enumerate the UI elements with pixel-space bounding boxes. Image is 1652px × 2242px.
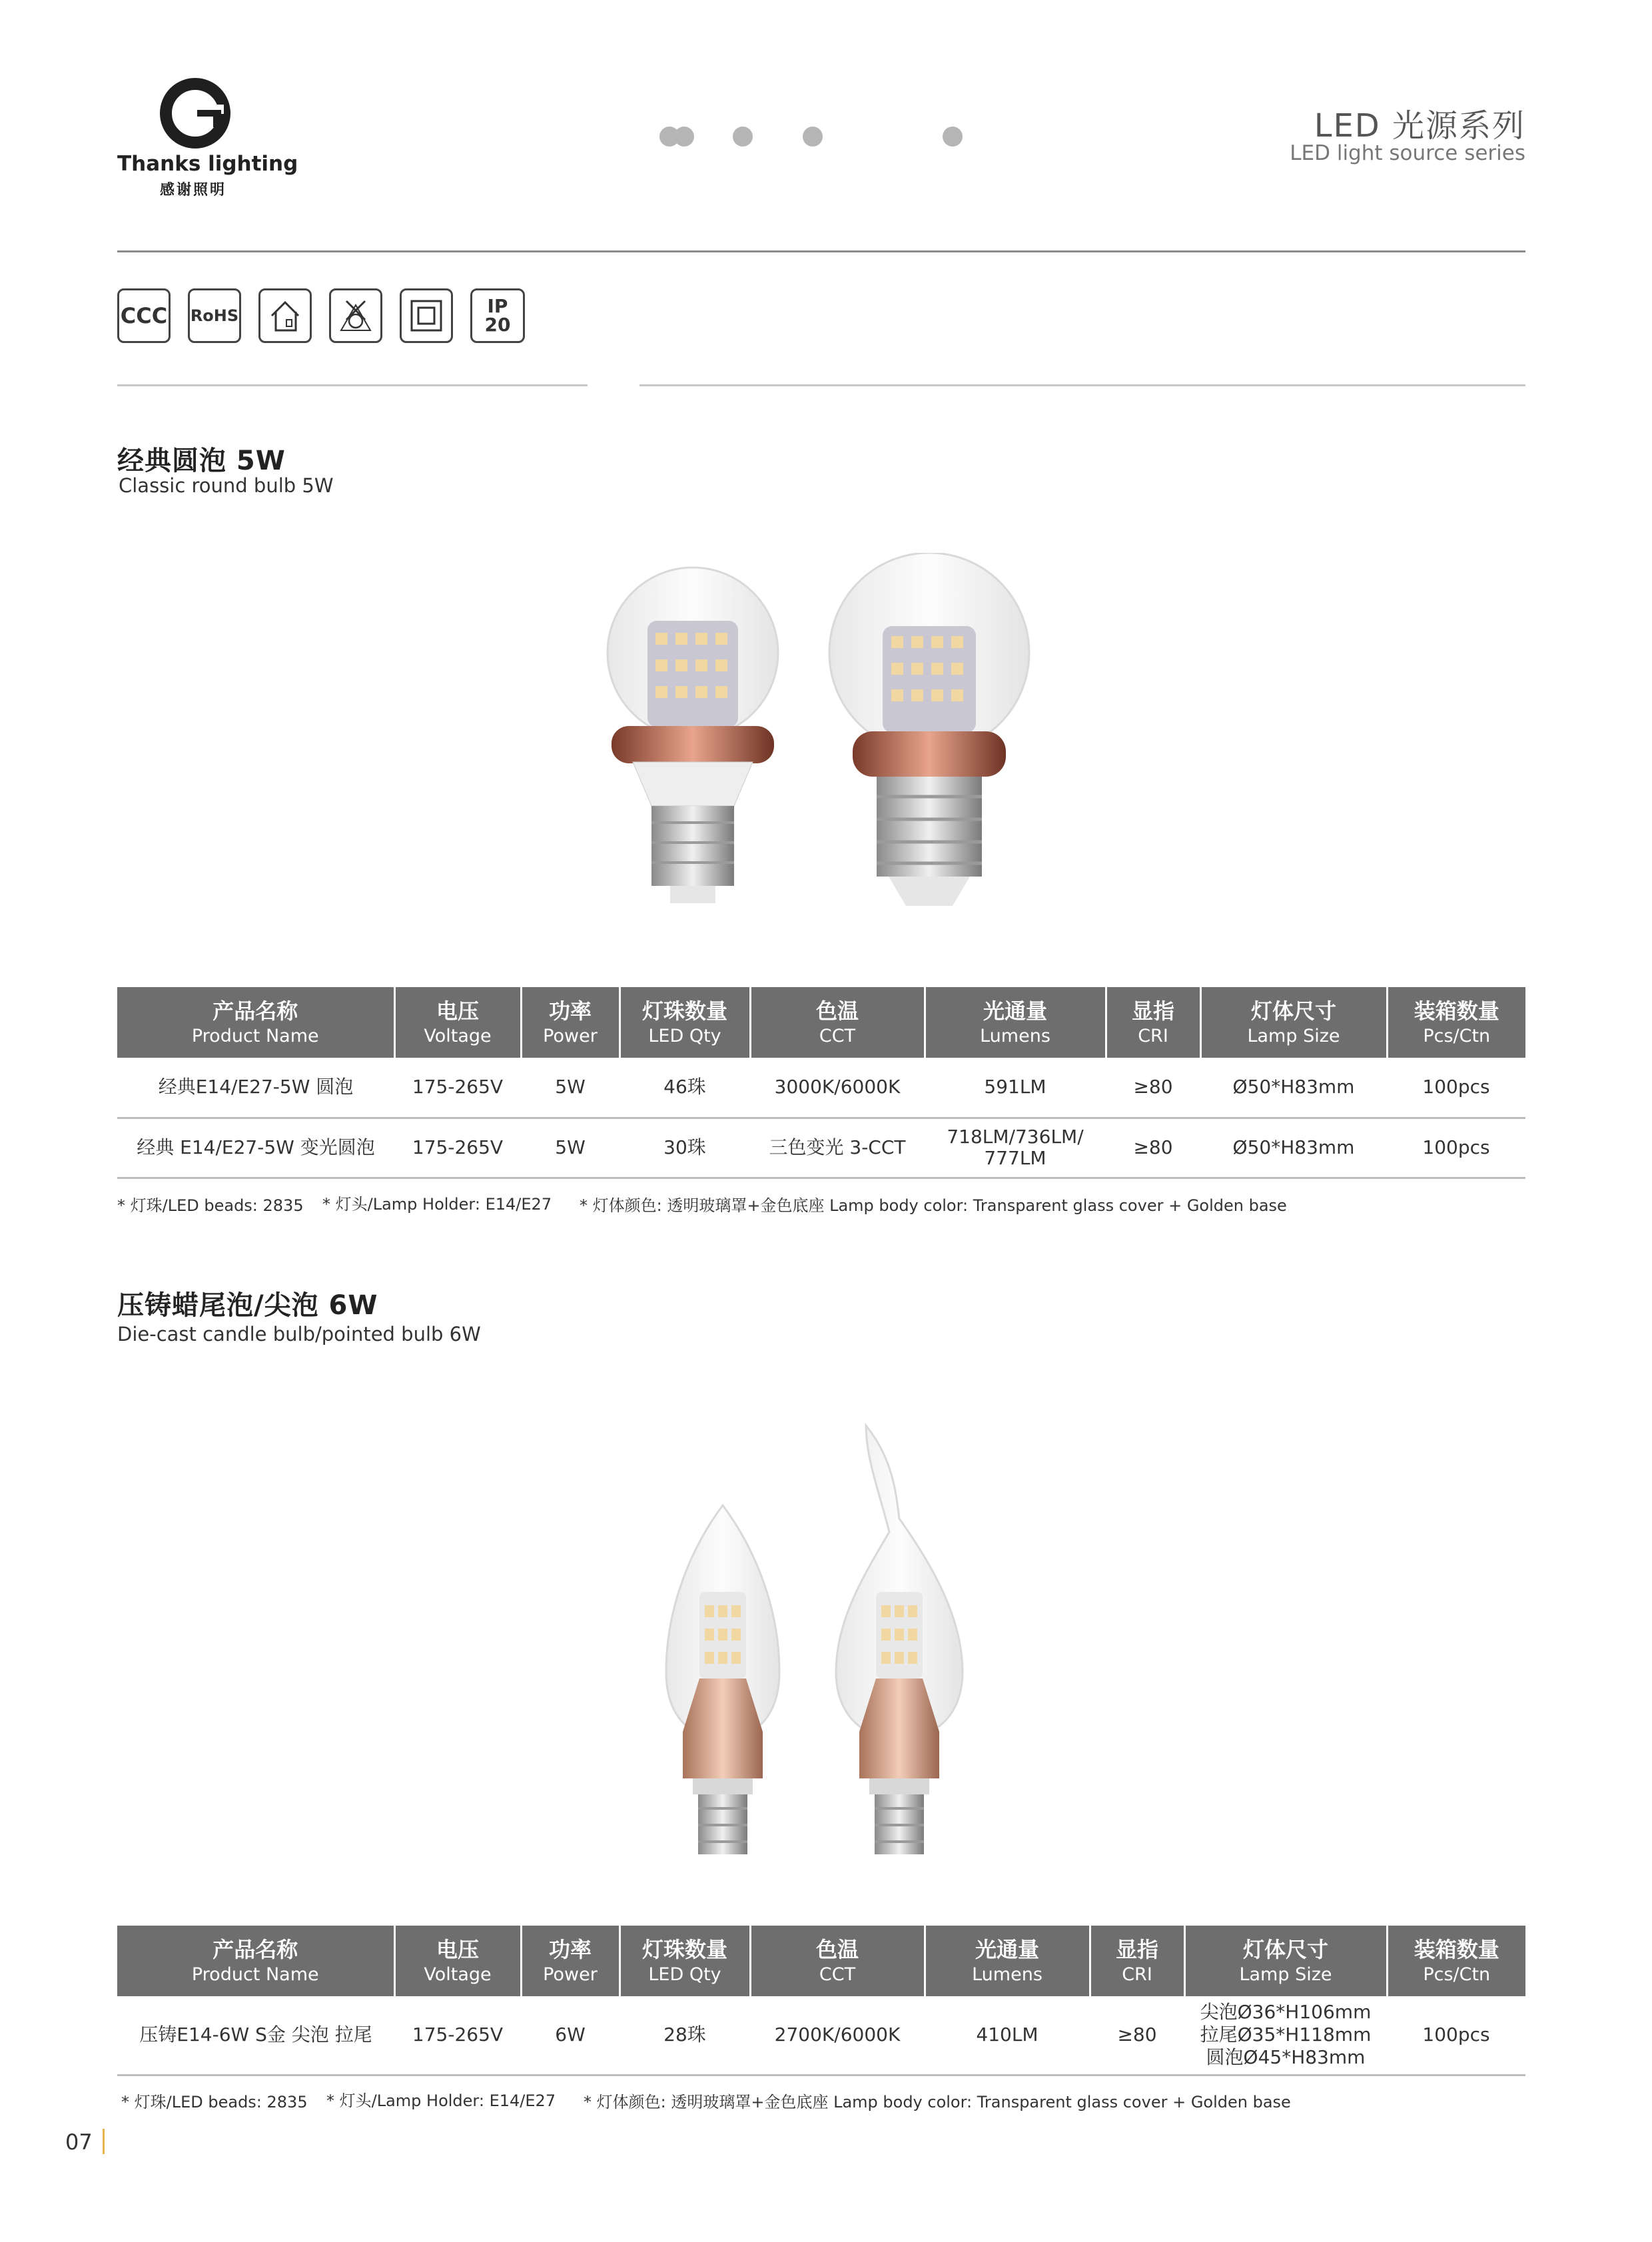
table-cell: 100pcs — [1387, 1996, 1525, 2075]
rohs-mark-icon — [188, 288, 241, 343]
spec-table-round-bulb — [117, 987, 1525, 1179]
tail-candle-bulb-image — [819, 1419, 979, 1872]
table-header-row — [117, 1926, 1525, 1996]
page-decoration-dots — [659, 124, 979, 151]
brand-name-en: Thanks lighting — [117, 152, 298, 176]
section-title-cn: 压铸蜡尾泡/尖泡 6W — [117, 1290, 378, 1321]
table-cell: 718LM/736LM/ 777LM — [925, 1118, 1106, 1178]
indoor-use-icon — [258, 288, 312, 343]
table-cell: 三色变光 3-CCT — [750, 1118, 925, 1178]
table-cell: 410LM — [925, 1996, 1090, 2075]
table-cell: ≥80 — [1106, 1118, 1200, 1178]
section-title-cn: 经典圆泡 5W — [117, 446, 286, 476]
pointed-candle-bulb-image — [646, 1499, 799, 1872]
cert-label: CCC — [120, 303, 168, 328]
table-cell: 175-265V — [394, 1996, 521, 2075]
footnote-lamp-holder: * 灯头/Lamp Holder: E14/E27 — [326, 2091, 556, 2110]
ip20-rating-icon — [470, 288, 525, 343]
section-title-en: Die-cast candle bulb/pointed bulb 6W — [117, 1323, 481, 1345]
header-cell: 电压 Voltage — [394, 1926, 521, 1996]
round-bulb-e14-image — [586, 560, 799, 919]
page-number-accent-bar — [103, 2129, 105, 2154]
footnote-led-beads: * 灯珠/LED beads: 2835 — [121, 2093, 308, 2111]
round-bulb-e27-image — [819, 553, 1039, 919]
table-row — [117, 1118, 1525, 1178]
table-row — [117, 1058, 1525, 1118]
table-cell: 2700K/6000K — [750, 1996, 925, 2075]
brand-logo-icon — [159, 77, 232, 150]
table-cell: 6W — [521, 1996, 620, 2075]
table-cell: 46珠 — [620, 1058, 750, 1118]
cert-label: RoHS — [190, 306, 239, 325]
table-cell: 尖泡Ø36*H106mm 拉尾Ø35*H118mm 圆泡Ø45*H83mm — [1184, 1996, 1387, 2075]
header-cell: 色温 CCT — [750, 1926, 925, 1996]
table-cell: 175-265V — [394, 1058, 521, 1118]
cert-label: IP 20 — [484, 295, 511, 336]
table-cell: 175-265V — [394, 1118, 521, 1178]
table-cell: Ø50*H83mm — [1200, 1118, 1387, 1178]
brand-name-cn: 感谢照明 — [160, 182, 227, 198]
header-cell: 产品名称 Product Name — [117, 1926, 394, 1996]
header-cell: 产品名称 Product Name — [117, 987, 394, 1058]
footnote-led-beads: * 灯珠/LED beads: 2835 — [117, 1196, 304, 1215]
table-cell: 压铸E14-6W S金 尖泡 拉尾 — [117, 1996, 394, 2075]
series-title-en: LED light source series — [1290, 141, 1525, 165]
no-dimmer-icon — [329, 288, 382, 343]
series-title-cn: LED 光源系列 — [1314, 107, 1525, 145]
table-cell: 591LM — [925, 1058, 1106, 1118]
header-cell: 光通量 Lumens — [925, 987, 1106, 1058]
header-divider — [117, 250, 1525, 252]
header-cell: 功率 Power — [521, 987, 620, 1058]
header-cell: 电压 Voltage — [394, 987, 521, 1058]
header-cell: 灯珠数量 LED Qty — [620, 1926, 750, 1996]
table-header-row — [117, 987, 1525, 1058]
header-cell: 功率 Power — [521, 1926, 620, 1996]
header-cell: 光通量 Lumens — [925, 1926, 1090, 1996]
table-cell: 3000K/6000K — [750, 1058, 925, 1118]
header-cell: 灯珠数量 LED Qty — [620, 987, 750, 1058]
table-cell: 100pcs — [1387, 1118, 1525, 1178]
table-cell: 5W — [521, 1058, 620, 1118]
header-cell: 装箱数量 Pcs/Ctn — [1387, 987, 1525, 1058]
table-cell: 经典E14/E27-5W 圆泡 — [117, 1058, 394, 1118]
table-row — [117, 1996, 1525, 2075]
section-title-en: Classic round bulb 5W — [119, 474, 334, 497]
header-cell: 装箱数量 Pcs/Ctn — [1387, 1926, 1525, 1996]
cert-divider-left — [117, 384, 588, 386]
table-cell: 28珠 — [620, 1996, 750, 2075]
header-cell: 色温 CCT — [750, 987, 925, 1058]
footnote-body-color: * 灯体颜色: 透明玻璃罩+金色底座 Lamp body color: Transparent glass cover + Golden base — [584, 2093, 1291, 2111]
footnote-body-color: * 灯体颜色: 透明玻璃罩+金色底座 Lamp body color: Transparent glass cover + Golden base — [580, 1196, 1287, 1215]
header-cell: 灯体尺寸 Lamp Size — [1200, 987, 1387, 1058]
table-cell: 5W — [521, 1118, 620, 1178]
footnote-lamp-holder: * 灯头/Lamp Holder: E14/E27 — [322, 1195, 552, 1214]
spec-table-candle-bulb — [117, 1926, 1525, 2076]
table-cell: 100pcs — [1387, 1058, 1525, 1118]
table-cell: ≥80 — [1106, 1058, 1200, 1118]
table-cell: ≥80 — [1090, 1996, 1184, 2075]
header-cell: 灯体尺寸 Lamp Size — [1184, 1926, 1387, 1996]
table-cell: 经典 E14/E27-5W 变光圆泡 — [117, 1118, 394, 1178]
header-cell: 显指 CRI — [1106, 987, 1200, 1058]
table-cell: 30珠 — [620, 1118, 750, 1178]
double-insulation-icon — [400, 288, 453, 343]
ccc-mark-icon — [117, 288, 171, 343]
page-number: 07 — [65, 2129, 93, 2155]
cert-divider-right — [639, 384, 1525, 386]
table-cell: Ø50*H83mm — [1200, 1058, 1387, 1118]
header-cell: 显指 CRI — [1090, 1926, 1184, 1996]
